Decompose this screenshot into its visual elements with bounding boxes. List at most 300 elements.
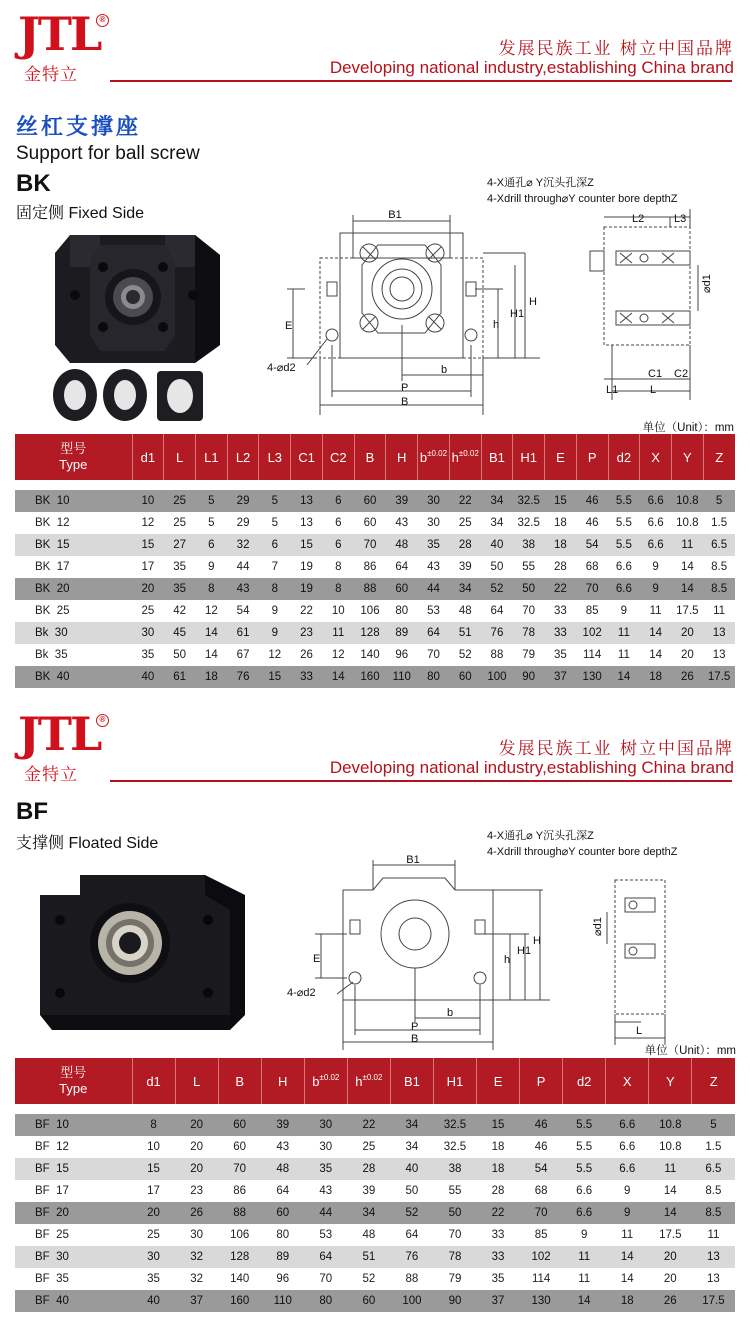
value-cell: 5	[692, 1114, 735, 1136]
value-cell: 40	[390, 1158, 433, 1180]
value-cell: 6.6	[563, 1202, 606, 1224]
value-cell: 60	[386, 578, 418, 600]
value-cell: 8	[132, 1114, 175, 1136]
logo-chinese: 金特立	[24, 65, 78, 85]
value-cell: 55	[513, 556, 545, 578]
table-row	[15, 490, 735, 512]
table-row	[15, 1246, 735, 1268]
value-cell: 9	[640, 556, 672, 578]
value-cell: 40	[132, 666, 164, 688]
value-cell: 96	[386, 644, 418, 666]
column-header	[347, 1058, 390, 1104]
value-cell: 25	[132, 1224, 175, 1246]
table-row	[15, 1158, 735, 1180]
value-cell: 14	[606, 1246, 649, 1268]
type-cell: BK 15	[15, 534, 132, 556]
bf-dim-hh: H	[533, 935, 541, 947]
type-cell: BK 12	[15, 512, 132, 534]
value-cell: 45	[164, 622, 196, 644]
column-header-label: Y	[665, 1073, 675, 1089]
value-cell: 79	[513, 644, 545, 666]
column-header-label: X	[651, 449, 660, 465]
value-cell: 10.8	[671, 512, 703, 534]
column-header	[164, 434, 196, 480]
table-row	[15, 622, 735, 644]
value-cell: 8.5	[703, 556, 735, 578]
value-cell: 48	[347, 1224, 390, 1246]
value-cell: 130	[520, 1290, 563, 1312]
jtl-logo	[18, 707, 108, 786]
bf-dim-b: b	[447, 1007, 454, 1019]
value-cell: 8	[195, 578, 227, 600]
value-cell: 30	[418, 490, 450, 512]
value-cell: 33	[545, 622, 577, 644]
value-cell: 25	[164, 512, 196, 534]
value-cell: 17.5	[671, 600, 703, 622]
column-header-label: L	[192, 1073, 201, 1089]
value-cell: 15	[132, 534, 164, 556]
value-cell: 5.5	[563, 1136, 606, 1158]
type-column-header	[15, 1058, 132, 1104]
value-cell: 52	[449, 644, 481, 666]
tolerance-label: ±0.02	[362, 1073, 383, 1082]
value-cell: 6.6	[606, 1158, 649, 1180]
value-cell: 54	[227, 600, 259, 622]
value-cell: 80	[386, 600, 418, 622]
value-cell: 5.5	[608, 534, 640, 556]
value-cell: 18	[640, 666, 672, 688]
column-header-label: L3	[267, 449, 283, 465]
value-cell: 40	[132, 1290, 175, 1312]
value-cell: 46	[520, 1136, 563, 1158]
value-cell: 80	[304, 1290, 347, 1312]
type-cell: BF 20	[15, 1202, 132, 1224]
value-cell: 35	[164, 578, 196, 600]
value-cell: 70	[433, 1224, 476, 1246]
table-row	[15, 578, 735, 600]
value-cell: 14	[195, 644, 227, 666]
value-cell: 43	[304, 1180, 347, 1202]
value-cell: 64	[481, 600, 513, 622]
value-cell: 60	[449, 666, 481, 688]
column-header-label: X	[622, 1073, 632, 1089]
value-cell: 17.5	[649, 1224, 692, 1246]
value-cell: 5	[195, 512, 227, 534]
value-cell: 6	[322, 534, 354, 556]
value-cell: 18	[195, 666, 227, 688]
value-cell: 114	[576, 644, 608, 666]
value-cell: 14	[671, 556, 703, 578]
value-cell: 20	[671, 622, 703, 644]
value-cell: 5.5	[563, 1158, 606, 1180]
value-cell: 9	[259, 600, 291, 622]
column-header-label: b	[419, 450, 428, 465]
value-cell: 18	[545, 534, 577, 556]
value-cell: 110	[261, 1290, 304, 1312]
value-cell: 8	[322, 578, 354, 600]
value-cell: 88	[218, 1202, 261, 1224]
column-header	[563, 1058, 606, 1104]
column-header-label: b	[312, 1074, 320, 1089]
value-cell: 102	[576, 622, 608, 644]
table-row	[15, 1180, 735, 1202]
value-cell: 61	[227, 622, 259, 644]
bk-dim-h1: H1	[510, 308, 525, 320]
value-cell: 43	[418, 556, 450, 578]
value-cell: 35	[132, 644, 164, 666]
column-header	[513, 434, 545, 480]
value-cell: 13	[703, 644, 735, 666]
value-cell: 28	[477, 1180, 520, 1202]
column-header-label: H	[278, 1073, 288, 1089]
type-cell: BF 40	[15, 1290, 132, 1312]
header-divider	[110, 780, 732, 782]
value-cell: 12	[195, 600, 227, 622]
column-header-label: Y	[683, 449, 692, 465]
value-cell: 53	[304, 1224, 347, 1246]
value-cell: 86	[218, 1180, 261, 1202]
value-cell: 10	[132, 1136, 175, 1158]
type-header-cn: 型号	[60, 1065, 87, 1080]
value-cell: 53	[418, 600, 450, 622]
column-header-label: h	[355, 1074, 363, 1089]
value-cell: 39	[261, 1114, 304, 1136]
value-cell: 34	[481, 512, 513, 534]
value-cell: 28	[347, 1158, 390, 1180]
value-cell: 11	[563, 1268, 606, 1290]
table-row	[15, 512, 735, 534]
value-cell: 11	[692, 1224, 735, 1246]
value-cell: 102	[520, 1246, 563, 1268]
value-cell: 5.5	[608, 512, 640, 534]
bf-front-drawing	[285, 850, 555, 1050]
value-cell: 48	[261, 1158, 304, 1180]
value-cell: 5	[259, 512, 291, 534]
value-cell: 32.5	[433, 1114, 476, 1136]
brand-header	[0, 700, 750, 790]
value-cell: 14	[649, 1202, 692, 1224]
type-cell: BK 20	[15, 578, 132, 600]
value-cell: 48	[386, 534, 418, 556]
column-header-label: P	[536, 1073, 546, 1089]
value-cell: 38	[513, 534, 545, 556]
value-cell: 8	[322, 556, 354, 578]
value-cell: 12	[132, 512, 164, 534]
table-row	[15, 644, 735, 666]
value-cell: 29	[227, 512, 259, 534]
bk-side-drawing	[580, 205, 730, 405]
value-cell: 70	[576, 578, 608, 600]
value-cell: 32	[227, 534, 259, 556]
value-cell: 60	[218, 1136, 261, 1158]
value-cell: 106	[218, 1224, 261, 1246]
column-header-label: B	[365, 449, 375, 465]
registered-mark: ®	[96, 14, 109, 27]
value-cell: 8	[259, 578, 291, 600]
column-header	[132, 434, 164, 480]
value-cell: 50	[164, 644, 196, 666]
value-cell: 6.6	[606, 1114, 649, 1136]
value-cell: 15	[291, 534, 323, 556]
value-cell: 9	[563, 1224, 606, 1246]
value-cell: 22	[449, 490, 481, 512]
value-cell: 11	[640, 600, 672, 622]
value-cell: 60	[354, 512, 386, 534]
column-header	[606, 1058, 649, 1104]
value-cell: 50	[513, 578, 545, 600]
value-cell: 70	[418, 644, 450, 666]
column-header	[132, 1058, 175, 1104]
value-cell: 89	[261, 1246, 304, 1268]
value-cell: 9	[606, 1202, 649, 1224]
value-cell: 10.8	[649, 1114, 692, 1136]
value-cell: 28	[449, 534, 481, 556]
value-cell: 88	[390, 1268, 433, 1290]
value-cell: 12	[259, 644, 291, 666]
bf-table-header	[15, 1058, 735, 1104]
column-header-label: d2	[576, 1073, 592, 1089]
value-cell: 43	[261, 1136, 304, 1158]
bk-dim-l1: L1	[606, 384, 619, 396]
bk-dim-l: L	[650, 384, 657, 396]
value-cell: 9	[195, 556, 227, 578]
value-cell: 78	[513, 622, 545, 644]
bf-hole-note	[487, 828, 677, 860]
value-cell: 100	[390, 1290, 433, 1312]
value-cell: 46	[576, 490, 608, 512]
type-cell: BF 25	[15, 1224, 132, 1246]
value-cell: 19	[291, 578, 323, 600]
value-cell: 44	[227, 556, 259, 578]
column-header-label: h	[451, 450, 459, 465]
value-cell: 128	[218, 1246, 261, 1268]
type-cell: BF 30	[15, 1246, 132, 1268]
value-cell: 10	[132, 490, 164, 512]
value-cell: 60	[261, 1202, 304, 1224]
value-cell: 42	[164, 600, 196, 622]
value-cell: 76	[390, 1246, 433, 1268]
column-header	[227, 434, 259, 480]
bf-section	[0, 700, 750, 1326]
value-cell: 1.5	[703, 512, 735, 534]
bf-model-title: BF	[16, 798, 48, 825]
column-header-label: B1	[403, 1073, 420, 1089]
value-cell: 27	[164, 534, 196, 556]
column-header-label: L2	[235, 449, 251, 465]
table-row	[15, 666, 735, 688]
logo-text: JTL	[18, 707, 101, 761]
value-cell: 34	[390, 1136, 433, 1158]
value-cell: 88	[481, 644, 513, 666]
bk-dim-bb: B	[401, 396, 409, 408]
value-cell: 37	[175, 1290, 218, 1312]
slogan-english: Developing national industry,establishing China brand	[329, 758, 734, 777]
table-row	[15, 1114, 735, 1136]
column-header	[608, 434, 640, 480]
value-cell: 8.5	[703, 578, 735, 600]
value-cell: 6.6	[608, 556, 640, 578]
column-header-label: B1	[488, 449, 505, 465]
value-cell: 7	[259, 556, 291, 578]
bk-dim-c2: C2	[674, 368, 689, 380]
table-row	[15, 1268, 735, 1290]
value-cell: 35	[164, 556, 196, 578]
value-cell: 106	[354, 600, 386, 622]
value-cell: 20	[175, 1114, 218, 1136]
bf-dim-e: E	[313, 953, 321, 965]
slogan-chinese: 发展民族工业 树立中国品牌	[498, 739, 734, 759]
bf-dim-d1: ⌀d1	[592, 917, 604, 936]
value-cell: 9	[608, 600, 640, 622]
table-row	[15, 600, 735, 622]
bf-product-image	[30, 865, 255, 1040]
value-cell: 19	[291, 556, 323, 578]
column-header	[418, 434, 450, 480]
value-cell: 26	[649, 1290, 692, 1312]
bk-dim-hh: H	[529, 296, 537, 308]
value-cell: 44	[304, 1202, 347, 1224]
column-header	[322, 434, 354, 480]
value-cell: 6	[259, 534, 291, 556]
value-cell: 35	[132, 1268, 175, 1290]
value-cell: 32.5	[513, 490, 545, 512]
value-cell: 33	[545, 600, 577, 622]
column-header	[692, 1058, 735, 1104]
value-cell: 34	[481, 490, 513, 512]
type-cell: BK 17	[15, 556, 132, 578]
value-cell: 17	[132, 556, 164, 578]
slogan-english: Developing national industry,establishing China brand	[329, 58, 734, 77]
bf-dim-p: P	[411, 1021, 419, 1033]
value-cell: 14	[640, 622, 672, 644]
value-cell: 11	[608, 644, 640, 666]
value-cell: 64	[304, 1246, 347, 1268]
value-cell: 68	[520, 1180, 563, 1202]
value-cell: 70	[218, 1158, 261, 1180]
bk-unit-label: 单位（Unit）：mm	[642, 422, 734, 434]
column-header	[477, 1058, 520, 1104]
value-cell: 68	[576, 556, 608, 578]
value-cell: 14	[608, 666, 640, 688]
value-cell: 11	[563, 1246, 606, 1268]
value-cell: 35	[545, 644, 577, 666]
value-cell: 78	[433, 1246, 476, 1268]
value-cell: 6.6	[640, 512, 672, 534]
value-cell: 30	[132, 622, 164, 644]
value-cell: 46	[520, 1114, 563, 1136]
value-cell: 28	[545, 556, 577, 578]
type-cell: Bk 35	[15, 644, 132, 666]
value-cell: 50	[390, 1180, 433, 1202]
value-cell: 34	[449, 578, 481, 600]
value-cell: 8.5	[692, 1180, 735, 1202]
value-cell: 8.5	[692, 1202, 735, 1224]
jtl-logo	[18, 7, 108, 86]
bk-product-image	[45, 225, 240, 430]
value-cell: 60	[218, 1114, 261, 1136]
column-header-label: C2	[329, 449, 347, 465]
value-cell: 20	[649, 1268, 692, 1290]
value-cell: 11	[606, 1224, 649, 1246]
value-cell: 30	[175, 1224, 218, 1246]
column-header	[390, 1058, 433, 1104]
value-cell: 140	[354, 644, 386, 666]
value-cell: 55	[433, 1180, 476, 1202]
value-cell: 11	[649, 1158, 692, 1180]
value-cell: 160	[218, 1290, 261, 1312]
value-cell: 15	[545, 490, 577, 512]
column-header-label: H	[397, 449, 407, 465]
column-header	[481, 434, 513, 480]
type-cell: BK 25	[15, 600, 132, 622]
value-cell: 54	[576, 534, 608, 556]
column-header-label: L	[175, 449, 184, 465]
value-cell: 26	[175, 1202, 218, 1224]
value-cell: 18	[545, 512, 577, 534]
column-header-label: L1	[204, 449, 219, 465]
bk-spec-table	[15, 434, 735, 688]
value-cell: 30	[418, 512, 450, 534]
value-cell: 15	[259, 666, 291, 688]
value-cell: 96	[261, 1268, 304, 1290]
bk-side-label: 固定侧 Fixed Side	[16, 205, 145, 222]
value-cell: 11	[703, 600, 735, 622]
value-cell: 80	[261, 1224, 304, 1246]
value-cell: 43	[227, 578, 259, 600]
value-cell: 114	[520, 1268, 563, 1290]
column-header	[449, 434, 481, 480]
table-row	[15, 534, 735, 556]
type-cell: BF 12	[15, 1136, 132, 1158]
bk-dim-c1: C1	[648, 368, 663, 380]
bf-dim-l: L	[636, 1025, 643, 1037]
bk-dim-d1: ⌀d1	[701, 274, 713, 293]
column-header-label: B	[235, 1073, 244, 1089]
value-cell: 37	[477, 1290, 520, 1312]
value-cell: 6.6	[640, 534, 672, 556]
value-cell: 13	[291, 490, 323, 512]
brand-header	[0, 0, 750, 90]
column-header-label: d1	[146, 1073, 161, 1089]
type-cell: BF 10	[15, 1114, 132, 1136]
bf-dim-h1: H1	[517, 945, 532, 957]
value-cell: 51	[347, 1246, 390, 1268]
value-cell: 6.6	[606, 1136, 649, 1158]
value-cell: 6	[322, 512, 354, 534]
table-row	[15, 1290, 735, 1312]
value-cell: 14	[640, 644, 672, 666]
value-cell: 160	[354, 666, 386, 688]
value-cell: 22	[347, 1114, 390, 1136]
logo-text: JTL	[18, 7, 101, 61]
value-cell: 17.5	[703, 666, 735, 688]
value-cell: 70	[520, 1202, 563, 1224]
bf-unit-label: 单位（Unit）：mm	[644, 1045, 736, 1057]
bk-hole-note	[487, 175, 677, 207]
value-cell: 64	[390, 1224, 433, 1246]
value-cell: 33	[477, 1246, 520, 1268]
value-cell: 20	[132, 578, 164, 600]
bk-table-header	[15, 434, 735, 480]
value-cell: 14	[671, 578, 703, 600]
bf-dim-d2: 4-⌀d2	[287, 987, 316, 999]
column-header-label: E	[556, 449, 565, 465]
value-cell: 18	[477, 1158, 520, 1180]
value-cell: 20	[175, 1158, 218, 1180]
bk-note-cn: 4-X通孔⌀ Y沉头孔深Z	[487, 177, 594, 189]
type-cell: Bk 30	[15, 622, 132, 644]
type-header-en: Type	[59, 457, 88, 472]
